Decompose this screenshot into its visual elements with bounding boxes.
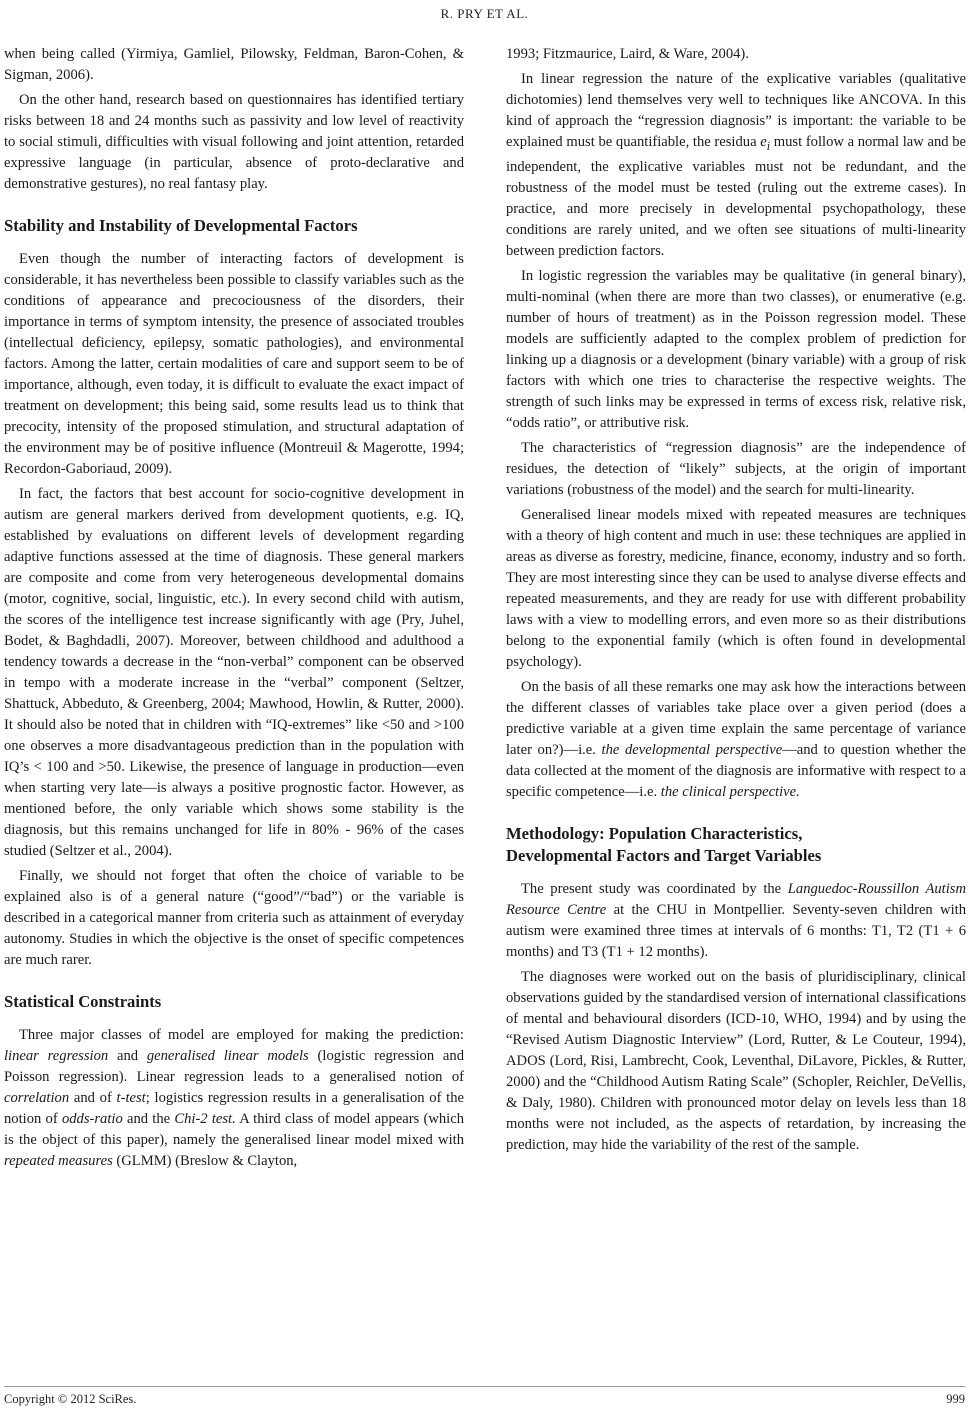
footer-rule xyxy=(4,1386,965,1387)
paragraph: On the basis of all these remarks one may ask how the interactions between the different classes of variables take place over a given period (does a predictive variable at a given time explain the same percentage of variance later on?)—i.e. the developmental perspective—and to question whether the data collected at the moment of the diagnosis are informative with respect to a specific competence—i.e. the clinical perspective. xyxy=(506,678,967,800)
right-column xyxy=(506,44,966,1160)
paragraph: The diagnoses were worked out on the basis of pluridisciplinary, clinical observations guided by the standardised version of international classifications of mental and behavioural disorders (ICD-10, WHO, 1994) and by using the “Revised Autism Diagnostic Interview” (Lord, Rutter, & Le Couteur, 1994), ADOS (Lord, Risi, Lambrecht, Cook, Leventhal, DiLavore, Pickles, & Rutter, 2000) and the “Childhood Autism Rating Scale” (Schopler, Reichler, DeVellis, & Daly, 1980). Children with pronounced motor delay on levels less than 18 months were not included, as the aspects of retardation, by increasing the prediction, may hide the variability of the rest of the sample. xyxy=(506,968,966,1153)
paragraph: Three major classes of model are employed for making the prediction: linear regression and generalised linear models (logistic regression and Poisson regression). Linear regression leads to a generalised notion of correlation and of t-test; logistics regression results in a generalisation of the notion of odds-ratio and the Chi-2 test. A third class of model appears (which is the object of this paper), namely the generalised linear model mixed with repeated measures (GLMM) (Breslow & Clayton, xyxy=(4,1027,465,1169)
page-number: 999 xyxy=(946,1392,965,1406)
left-column xyxy=(4,44,464,1176)
paragraph: The characteristics of “regression diagnosis” are the independence of residues, the detection of “likely” subjects, at the origin of important variations (robustness of the model) and the search for multi-linearity. xyxy=(506,439,966,498)
page-footer xyxy=(4,1392,965,1407)
paragraph: On the other hand, research based on questionnaires has identified tertiary risks between 18 and 24 months such as passivity and low level of reactivity to social stimuli, difficulties with visual following and joint attention, retarded expressive language (in particular, absence of proto-declarative and demonstrative gestures), no real fantasy play. xyxy=(4,92,464,192)
copyright-notice: Copyright © 2012 SciRes. xyxy=(4,1392,137,1406)
paragraph: The present study was coordinated by the Languedoc-Roussillon Autism Resource Centre at the CHU in Montpellier. Seventy-seven children with autism were examined three times at intervals of 6 months: T1, T2 (T1 + 6 months) and T3 (T1 + 12 months). xyxy=(506,880,967,960)
section-heading-stability: Stability and Instability of Developmental Factors xyxy=(4,216,358,235)
paragraph: In linear regression the nature of the explicative variables (qualitative dichotomies) lend themselves very well to techniques like ANCOVA. In this kind of approach the “regression diagnosis” is important: the variable to be explained must be quantifiable, the residua $e_i$ must follow a normal law and be independent, the explicative variables must not be redundant, and the robustness of the model must be tested (ruling out the extreme cases). In practice, and more precisely in developmental psychopathology, these conditions are rarely united, and we often see situations of multi-linearity between prediction factors. xyxy=(506,71,966,259)
section-heading-statistical: Statistical Constraints xyxy=(4,992,162,1011)
section-heading-methodology: Methodology: Population Characteristics, Developmental Factors and Target Variables xyxy=(506,823,822,865)
paragraph: when being called (Yirmiya, Gamliel, Pilowsky, Feldman, Baron-Cohen, & Sigman, 2006). xyxy=(4,46,464,83)
paragraph: 1993; Fitzmaurice, Laird, & Ware, 2004). xyxy=(506,46,749,62)
paragraph: Finally, we should not forget that often the choice of variable to be explained also is of a general nature (“good”/“bad”) or the variable is described in a categorical manner from criteria such as attainment of everyday autonomy. Studies in which the objective is the onset of specific competences are much rarer. xyxy=(4,868,464,968)
paragraph: Generalised linear models mixed with repeated measures are techniques with a theory of high content and much in use: these techniques are applied in areas as diverse as forestry, medicine, finance, economy, industry and so forth. They are most interesting since they can be used to analyse diverse effects and repeated measurements, and they are ready for use with different probability laws with a view to modelling errors, and even more so as their distributions belong to the exponential family (which is often found in developmental psychology). xyxy=(506,506,966,670)
paragraph: In logistic regression the variables may be qualitative (in general binary), multi-nominal (when there are more than two classes), or enumerative (e.g. number of hours of treatment) as in the Poisson regression model. These models are sufficiently adapted to the complex problem of prediction for linking up a diagnosis or a development (binary variable) with a group of risk factors with which one tries to characterise the respective weights. The strength of such links may be expressed in terms of excess risk, relative risk, “odds ratio”, or attributive risk. xyxy=(506,267,966,431)
paragraph: In fact, the factors that best account for socio-cognitive development in autism are general markers derived from development quotients, e.g. IQ, established by evaluations on different levels of development regarding adaptive functions assessed at the time of diagnosis. These general markers are composite and come from very heterogeneous developmental domains (motor, cognitive, social, linguistic, etc.). In every second child with autism, the scores of the intelligence test increase significantly with age (Pry, Juhel, Bodet, & Baghdadli, 2007). Moreover, between childhood and adulthood a tendency towards a decrease in the “non-verbal” component can be observed in tempo with a moderate increase in the “verbal” component (Seltzer, Shattuck, Abbeduto, & Greenberg, 2004; Mawhood, Howlin, & Rutter, 2000). It should also be noted that in children with “IQ-extremes” like <50 and >100 one observes a more disadvantageous prediction than in the population with IQ’s < 100 and >50. Likewise, the presence of language in production—even when starting very late—is always a positive prognostic factor. However, as mentioned before, the only variable which shows some stability is the diagnosis, but this remains unchanged for life in 80% - 96% of the cases studied (Seltzer et al., 2004). xyxy=(4,486,464,859)
paragraph: Even though the number of interacting factors of development is considerable, it has nevertheless been possible to classify variables such as the conditions of appearance and precociousness of the disorders, their importance in terms of symptom intensity, the presence of associated troubles (intellectual deficiency, epilepsy, somatic pathologies), and environmental factors. Among the latter, certain modalities of care and support seem to be of importance, although, even today, it is difficult to evaluate the exact impact of treatment on development; this being said, some results lead us to think that precocity, intensity of the proposed stimulation, and structural adaptation of the environment may be of positive influence (Montreuil & Magerotte, 1994; Recordon-Gaboriaud, 2009). xyxy=(4,251,464,477)
running-head: R. PRY ET AL. xyxy=(440,6,529,21)
